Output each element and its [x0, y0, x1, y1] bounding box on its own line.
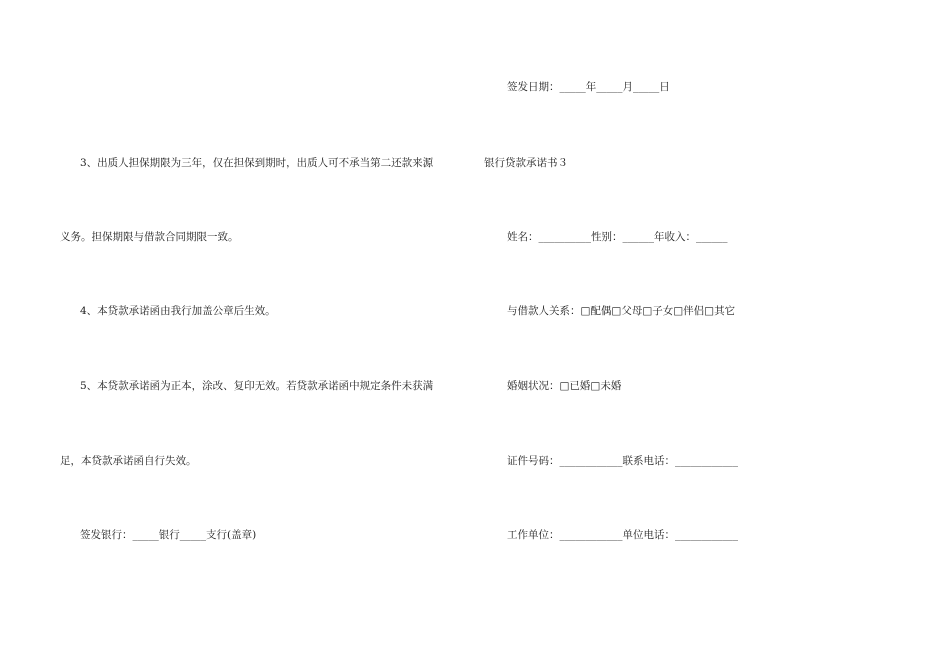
issue-date-line: 签发日期：_____年_____月_____日	[507, 81, 670, 93]
issuing-bank-line: 签发银行：_____银行_____支行(盖章)	[80, 529, 257, 541]
document-title: 银行贷款承诺书３	[484, 157, 568, 169]
id-phone-line: 证件号码：____________联系电话：____________	[507, 455, 738, 467]
clause-3-line-1: 3、出质人担保期限为三年，仅在担保到期时，出质人可不承当第二还款来源	[80, 157, 434, 169]
clause-5-line-2: 足，本贷款承诺函自行失效。	[60, 455, 197, 467]
clause-4: 4、本贷款承诺函由我行加盖公章后生效。	[80, 305, 276, 317]
employer-phone-line: 工作单位：____________单位电话：____________	[507, 529, 738, 541]
clause-3-line-2: 义务。担保期限与借款合同期限一致。	[60, 231, 239, 243]
clause-5-line-1: 5、本贷款承诺函为正本，涂改、复印无效。若贷款承诺函中规定条件未获满	[80, 380, 434, 392]
name-gender-income-line: 姓名：__________性别：______年收入：______	[507, 231, 728, 243]
relationship-line: 与借款人关系：□配偶□父母□子女□伴侣□其它	[507, 305, 736, 317]
marital-status-line: 婚姻状况：□已婚□未婚	[507, 380, 622, 392]
